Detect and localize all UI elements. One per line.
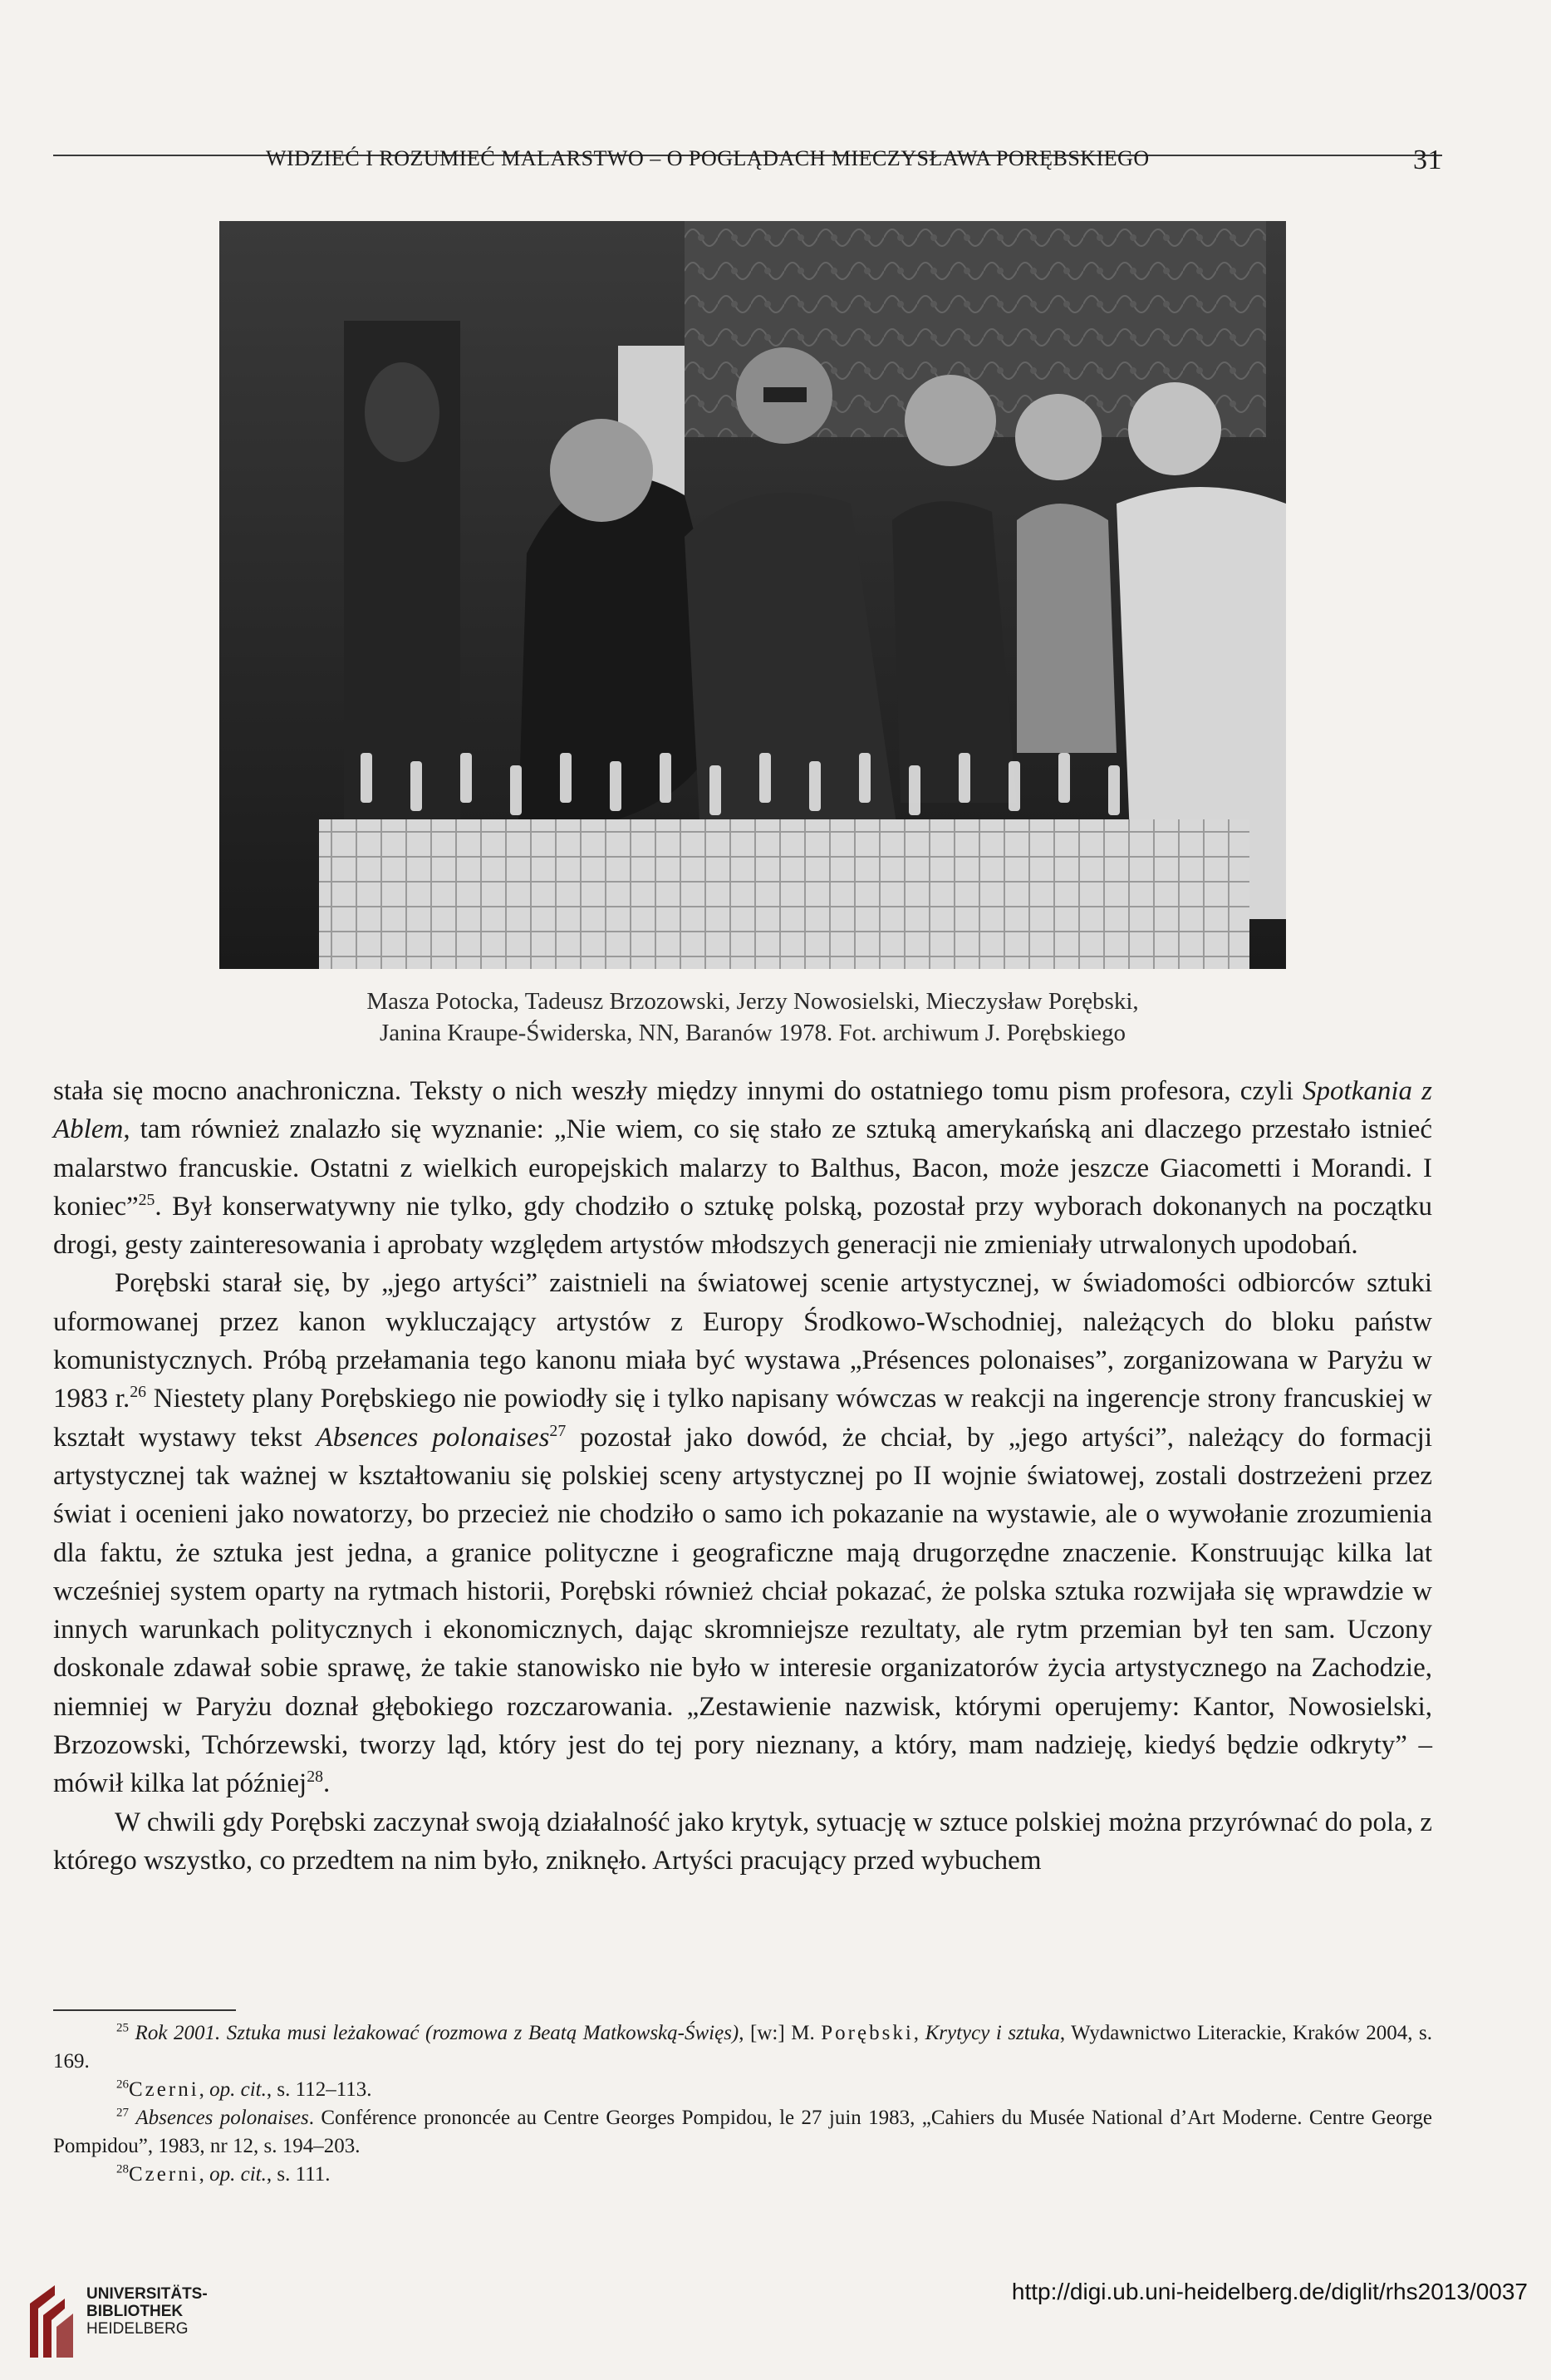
italic-title: Spotkania z Ablem <box>53 1076 1432 1145</box>
library-logo[interactable] <box>22 2279 208 2362</box>
paragraph <box>53 1072 1432 1264</box>
text-run: pozostał jako dowód, że chciał, by „jego artyści”, należący do formacji artystycznej tak ważnej w kształtowaniu się polskiej sceny artystycznej po II wojnie światowej, zostali dostrzeżeni przez świat i ocenieni jako nowatorzy, bo przecież nie chodziło o samo ich pokazanie na wystawie, ale o wywołanie zrozumienia dla faktu, że sztuka jest jedna, a granice polityczne i geograficzne mają drugorzędne znaczenie. Konstruując kilka lat wcześniej system oparty na rytmach historii, Porębski również chciał pokazać, że polska sztuka rozwijała się wprawdzie w innych warunkach politycznych i ekonomicznych, dając skromniejsze rezultaty, ale rytm przemian był ten sam. Uczony doskonale zdawał sobie sprawę, że takie stanowisko nie było w interesie organizatorów życia artystycznego na Zachodzie, niemniej w Paryżu doznał głębokiego rozczarowania. „Zestawienie nazwisk, którymi operujemy: Kantor, Nowosielski, Brzozowski, Tchórzewski, tworzy ląd, który jest do tej pory nieznany, a który, mam nadzieję, kiedyś będzie odkryty” – mówił kilka lat później <box>53 1422 1432 1799</box>
text-run: Porębski starał się, by „jego artyści” zaistnieli na światowej scenie artystycznej, w świadomości odbiorców sztuki uformowanej przez kanon wykluczający artystów z Europy Środkowo-Wschodniej, należących do bloku państw komunistycznych. Próbą przełamania tego kanonu miała być wystawa „Présences polonaises”, zorganizowana w Paryżu w 1983 r. <box>53 1268 1432 1414</box>
author-name: Czerni <box>129 2078 199 2101</box>
paragraph <box>53 1264 1432 1802</box>
text-run: , s. 111. <box>266 2163 331 2186</box>
caption-line: Masza Potocka, Tadeusz Brzozowski, Jerzy Nowosielski, Mieczysław Porębski, <box>366 988 1139 1015</box>
text-run: , [w:] M. <box>739 2022 822 2044</box>
text-run: Niestety plany Porębskiego nie powiodły się i tylko napisany wówczas w reakcji na ingerencje strony francuskiej w kształt wystawy tekst <box>53 1384 1432 1453</box>
footnote-number: 26 <box>116 2078 129 2092</box>
text-run: , s. 112–113. <box>266 2078 372 2101</box>
text-run: . <box>322 1768 331 1799</box>
running-head <box>53 145 1442 175</box>
text-run: , Wydawnictwo Literackie, Kraków 2004, s. 169. <box>53 2022 1432 2073</box>
caption-line: Janina Kraupe-Świderska, NN, Baranów 1978. Fot. archiwum J. Porębskiego <box>379 1020 1126 1046</box>
footnote-ref: 25 <box>138 1190 155 1209</box>
footnote-ref: 28 <box>307 1768 323 1787</box>
photograph <box>219 221 1286 969</box>
author-name: Czerni <box>129 2163 199 2186</box>
footnote-rule <box>53 2009 236 2011</box>
text-run: , <box>913 2022 925 2044</box>
italic-title: Absences polonaises <box>135 2107 309 2129</box>
library-logo-icon <box>22 2279 80 2362</box>
logo-line: BIBLIOTHEK <box>86 2303 184 2320</box>
text-run: , tam również znalazło się wyznanie: „Nie wiem, co się stało ze sztuką amerykańską ani dlaczego przestało istnieć malarstwo francuskie. Ostatni z wielkich europejskich malarzy to Balthus, Bacon, może jeszcze Giacometti i Morandi. I koniec” <box>53 1114 1432 1222</box>
logo-line: HEIDELBERG <box>86 2320 189 2338</box>
body-text <box>53 1072 1432 1880</box>
italic-title: Rok 2001. Sztuka musi leżakować (rozmowa z Beatą Matkowską-Święs) <box>135 2022 739 2044</box>
footnote-number: 25 <box>116 2021 129 2035</box>
photograph-illustration <box>219 221 1286 969</box>
footnote-number: 28 <box>116 2162 129 2176</box>
text-run: . Conférence prononcée au Centre Georges Pompidou, le 27 juin 1983, „Cahiers du Musée National d’Art Moderne. Centre George Pompidou”, 1983, nr 12, s. 194–203. <box>53 2107 1433 2157</box>
footnote <box>53 2104 1432 2161</box>
paragraph: W chwili gdy Porębski zaczynał swoją działalność jako krytyk, sytuację w sztuce polskiej można przyrównać do pola, z którego wszystko, co przedtem na nim było, zniknęło. Artyści pracujący przed wybuchem <box>53 1807 1432 1876</box>
footnote-ref: 26 <box>130 1383 146 1402</box>
text-run: , <box>199 2163 210 2186</box>
italic-title: op. cit. <box>209 2078 267 2101</box>
figure-caption <box>219 986 1286 1049</box>
footnote-number: 27 <box>116 2106 129 2120</box>
footnote <box>53 2161 1432 2189</box>
text-run: . Był konserwatywny nie tylko, gdy chodziło o sztukę polską, pozostał przy wyborach dokonanych na początku drogi, gesty zainteresowania i aprobaty względem artystów młodszych generacji nie zmieniały utrwalonych upodobań. <box>53 1191 1432 1261</box>
page-number: 31 <box>1413 145 1442 175</box>
italic-title: Krytycy i sztuka <box>925 2022 1060 2044</box>
logo-text <box>86 2285 208 2338</box>
text-run: , <box>199 2078 210 2101</box>
footnote <box>53 2019 1432 2076</box>
source-url-link[interactable]: http://digi.ub.uni-heidelberg.de/diglit/rhs2013/0037 <box>1011 2279 1528 2304</box>
text-run: stała się mocno anachroniczna. Teksty o nich weszły między innymi do ostatniego tomu pism profesora, czyli <box>53 1076 1303 1106</box>
footnote-ref: 27 <box>549 1421 567 1440</box>
footnote <box>53 2076 1432 2104</box>
italic-title: Absences polonaises <box>316 1422 550 1453</box>
running-title: WIDZIEĆ I ROZUMIEĆ MALARSTWO – O POGLĄDACH MIECZYSŁAWA PORĘBSKIEGO <box>266 146 1150 170</box>
footnotes <box>53 2019 1432 2189</box>
logo-line: UNIVERSITÄTS- <box>86 2285 208 2303</box>
italic-title: op. cit. <box>209 2163 267 2186</box>
author-name: Porębski <box>821 2022 914 2044</box>
